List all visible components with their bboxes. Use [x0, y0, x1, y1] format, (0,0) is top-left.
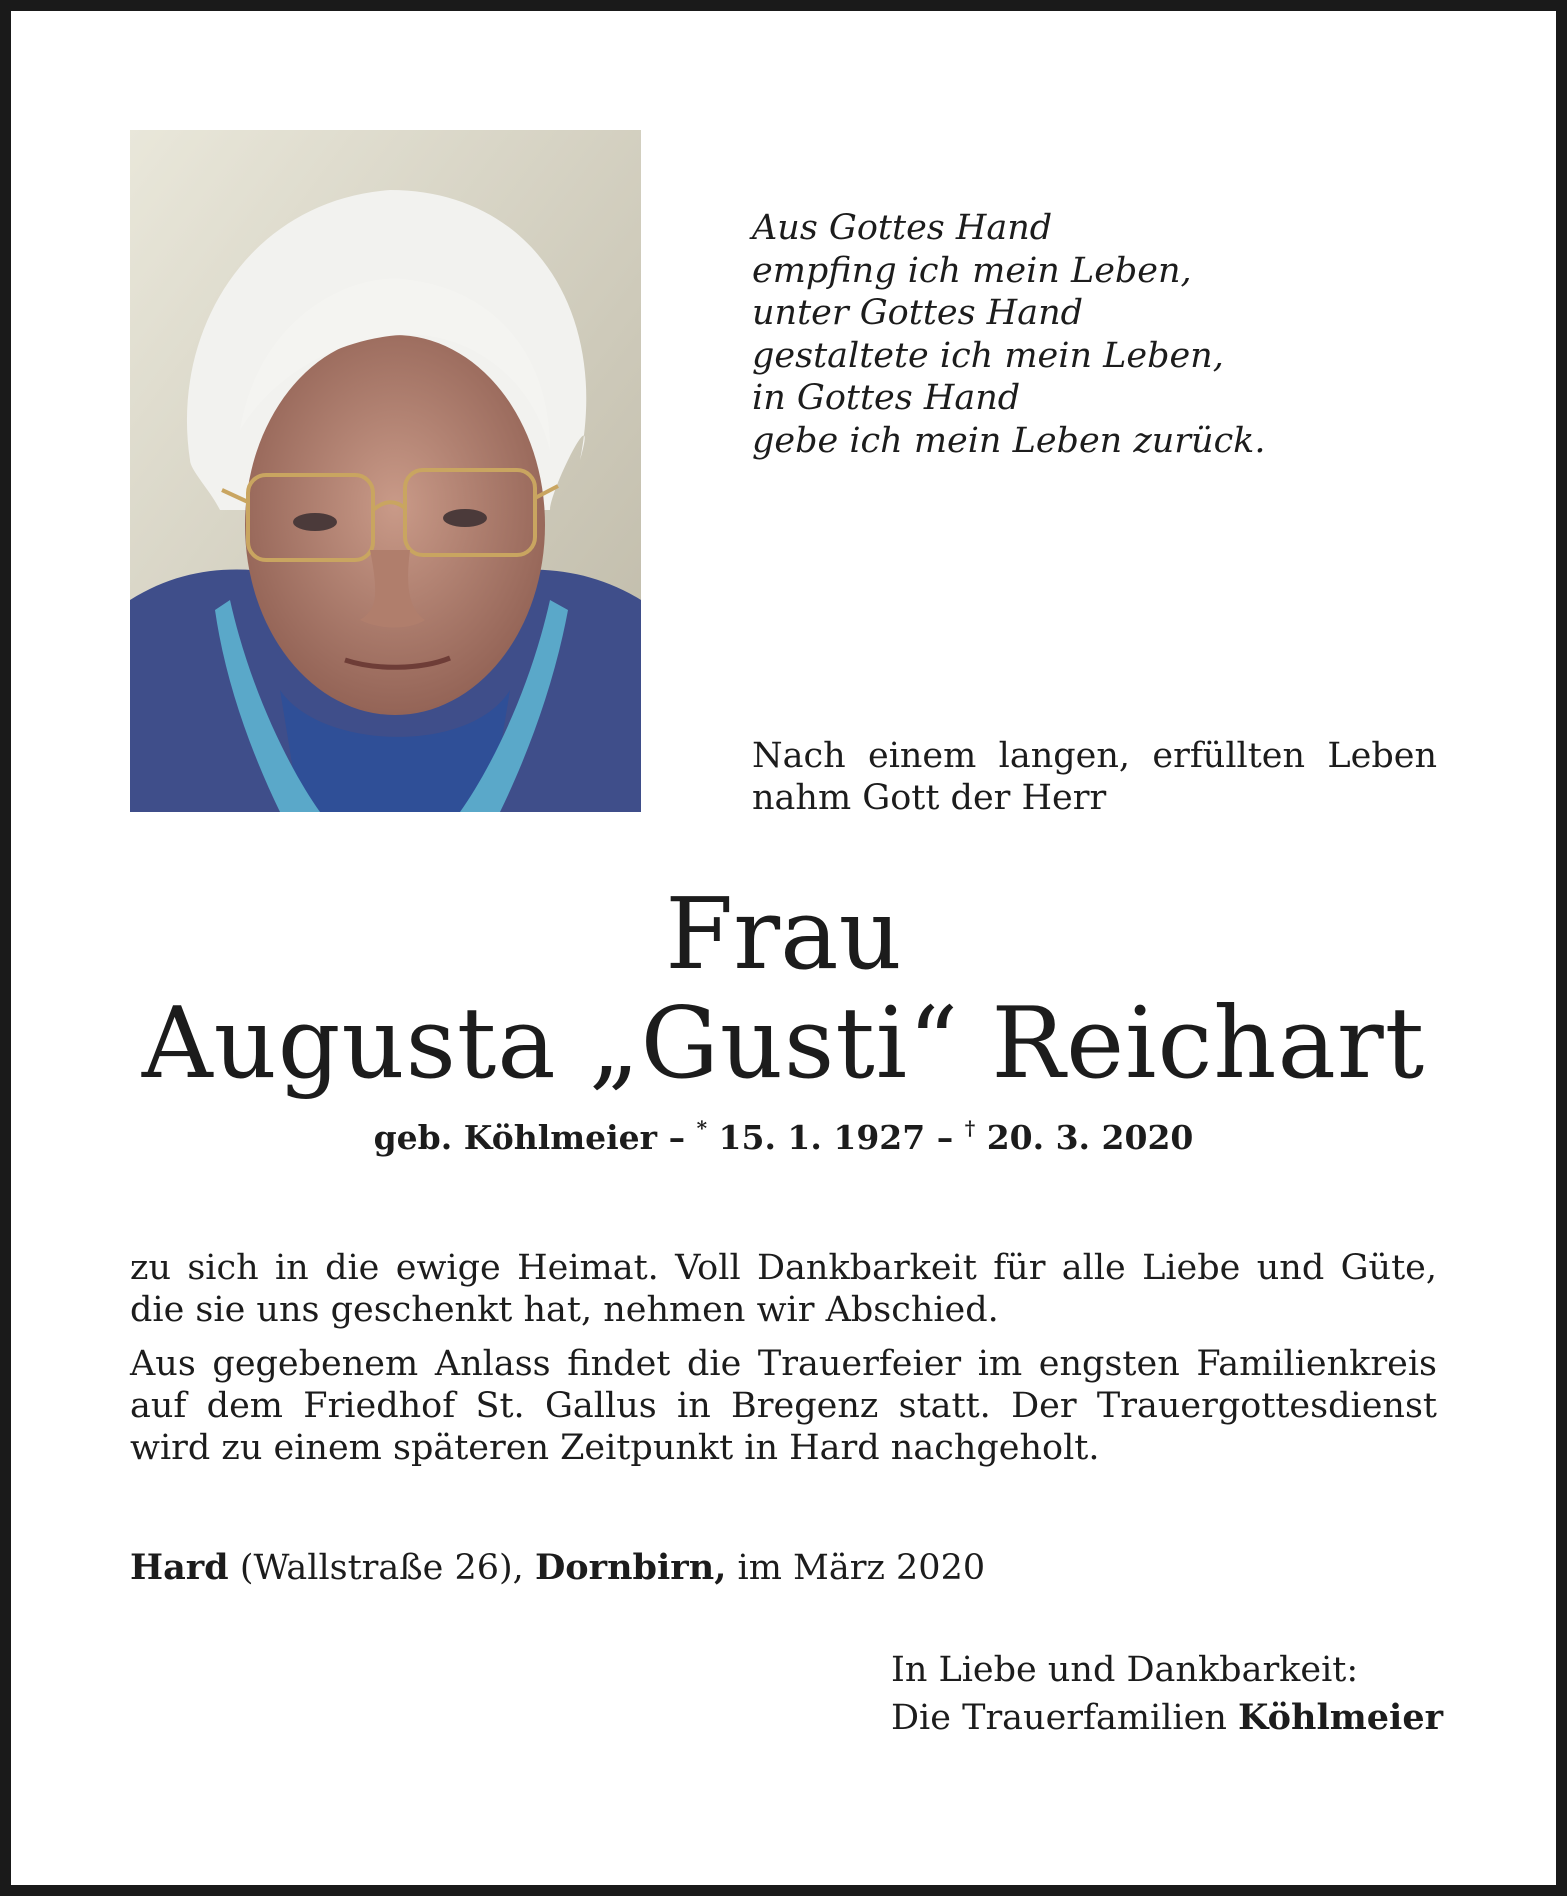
- life-dates: [0, 1106, 1567, 1160]
- place-date-line: [130, 1547, 985, 1589]
- poem-line: empfing ich mein Leben,: [752, 250, 1192, 291]
- name-block: [0, 880, 1567, 1160]
- signature: [891, 1646, 1443, 1742]
- separator: –: [668, 1118, 686, 1157]
- body-text: [130, 1247, 1437, 1481]
- body-paragraph: Aus gegebenem Anlass findet die Trauerfeier im engsten Familienkreis auf dem Friedhof St. Gallus in Bregenz statt. Der Trauergottesdienst wird zu einem späteren Zeitpunkt in Hard nachgeholt.: [130, 1344, 1437, 1468]
- signature-line1: In Liebe und Dankbarkeit:: [891, 1650, 1359, 1690]
- signature-prefix: Die Trauerfamilien: [891, 1698, 1227, 1738]
- birth-date: 15. 1. 1927: [718, 1118, 926, 1157]
- born-symbol: *: [696, 1116, 708, 1140]
- body-paragraph: zu sich in die ewige Heimat. Voll Dankbarkeit für alle Liebe und Güte, die sie uns geschenkt hat, nehmen wir Abschied.: [130, 1248, 1437, 1330]
- portrait-photo: [130, 130, 641, 812]
- signature-line2: [891, 1694, 1443, 1742]
- intro-text: Nach einem langen, erfüllten Leben nahm Gott der Herr: [752, 736, 1437, 818]
- date: im März 2020: [737, 1548, 986, 1588]
- town-hard: Hard: [130, 1547, 229, 1588]
- portrait-icon: [130, 130, 641, 812]
- poem-line: gebe ich mein Leben zurück.: [752, 420, 1266, 461]
- salutation: Frau: [665, 878, 902, 992]
- family-name: Köhlmeier: [1238, 1697, 1444, 1738]
- birth-name: geb. Köhlmeier: [373, 1118, 658, 1157]
- poem-line: Aus Gottes Hand: [752, 208, 1053, 248]
- poem-line: unter Gottes Hand: [752, 293, 1084, 333]
- died-symbol: †: [964, 1116, 976, 1140]
- death-date: 20. 3. 2020: [986, 1118, 1194, 1157]
- deceased-name: Augusta „Gusti“ Reichart: [141, 987, 1426, 1101]
- poem-line: in Gottes Hand: [752, 378, 1021, 418]
- poem-line: gestaltete ich mein Leben,: [752, 335, 1224, 376]
- address: (Wallstraße 26),: [239, 1548, 524, 1588]
- poem: [752, 207, 1312, 462]
- town-dornbirn: Dornbirn,: [534, 1547, 727, 1588]
- separator: –: [936, 1118, 954, 1157]
